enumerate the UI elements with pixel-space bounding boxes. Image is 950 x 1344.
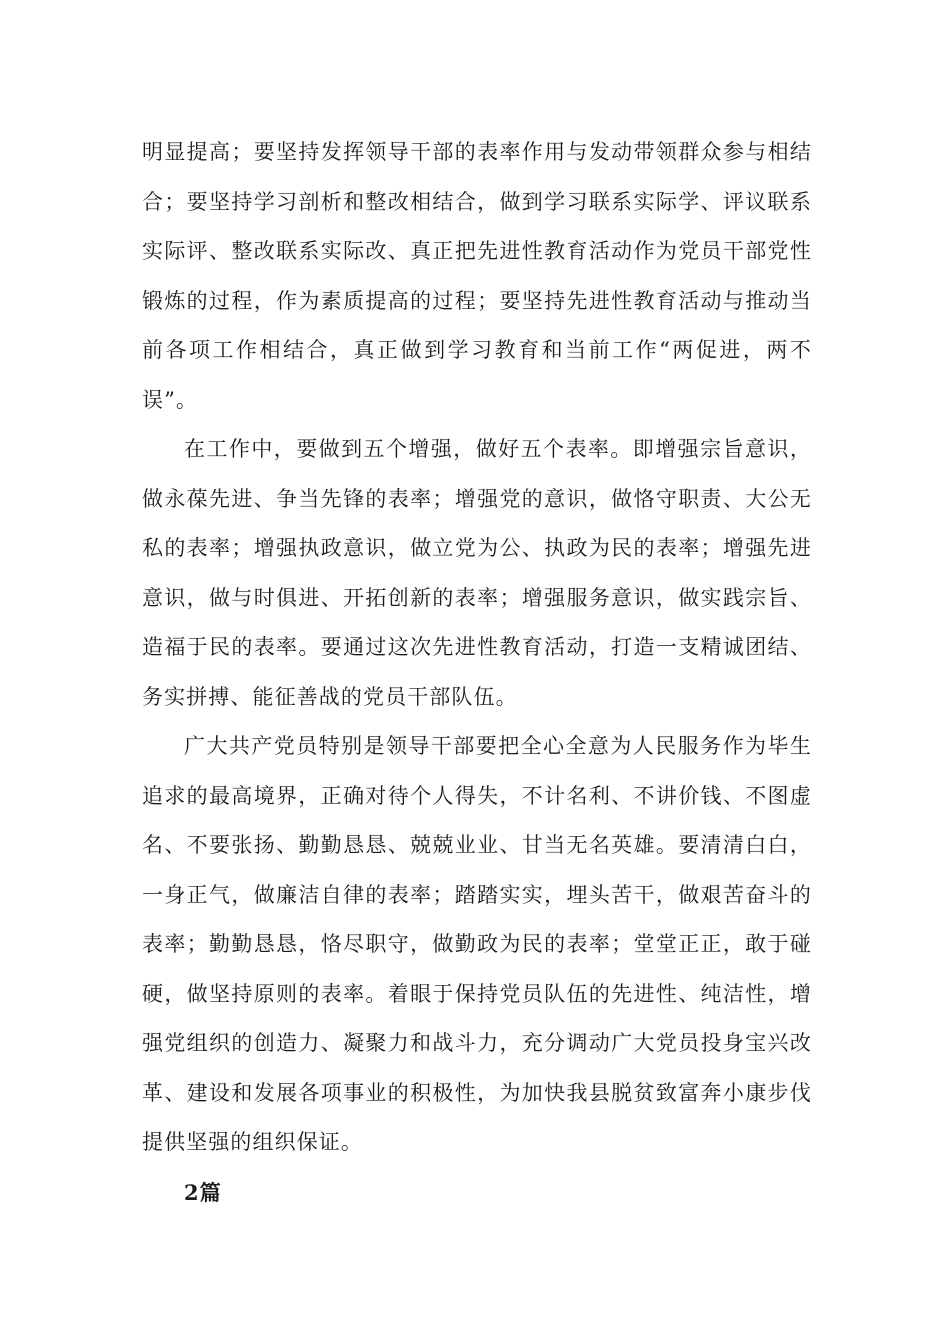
paragraph-five-enhancements: 在工作中，要做到五个增强，做好五个表率。即增强宗旨意识，做永葆先进、争当先锋的表率；增强党的意识，做恪守职责、大公无私的表率；增强执政意识，做立党为公、执政为民的表率；增强先进意识，做与时俱进、开拓创新的表率；增强服务意识，做实践宗旨、造福于民的表率。要通过这次先进性教育活动，打造一支精诚团结、务实拼搏、能征善战的党员干部队伍。	[142, 437, 812, 709]
section-heading: 2篇	[184, 1179, 222, 1205]
document-body	[142, 128, 812, 1217]
paragraph-party-members: 广大共产党员特别是领导干部要把全心全意为人民服务作为毕生追求的最高境界，正确对待个人得失，不计名利、不讲价钱、不图虚名、不要张扬、勤勤恳恳、兢兢业业、甘当无名英雄。要清清白白，一身正气，做廉洁自律的表率；踏踏实实，埋头苦干，做艰苦奋斗的表率；勤勤恳恳，恪尽职守，做勤政为民的表率；堂堂正正，敢于碰硬，做坚持原则的表率。着眼于保持党员队伍的先进性、纯洁性，增强党组织的创造力、凝聚力和战斗力，充分调动广大党员投身宝兴改革、建设和发展各项事业的积极性，为加快我县脱贫致富奔小康步伐提供坚强的组织保证。	[142, 734, 812, 1154]
paragraph-continuation: 明显提高；要坚持发挥领导干部的表率作用与发动带领群众参与相结合；要坚持学习剖析和整改相结合，做到学习联系实际学、评议联系实际评、整改联系实际改、真正把先进性教育活动作为党员干部党性锻炼的过程，作为素质提高的过程；要坚持先进性教育活动与推动当前各项工作相结合，真正做到学习教育和当前工作“两促进，两不误”。	[142, 140, 812, 412]
